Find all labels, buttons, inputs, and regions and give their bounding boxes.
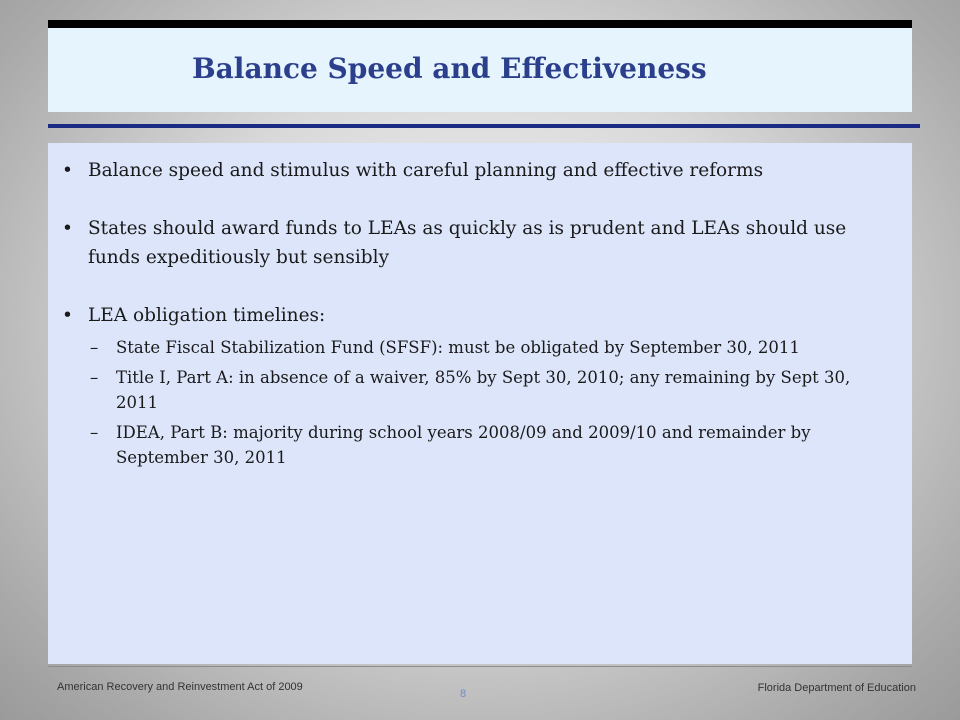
- page-number: 8: [460, 688, 467, 700]
- dash-icon: –: [90, 423, 99, 442]
- title-divider: [48, 124, 920, 128]
- dash-icon: –: [90, 338, 99, 357]
- bullet-text: LEA obligation timelines:: [88, 305, 326, 326]
- bullet-icon: •: [62, 160, 73, 181]
- sub-bullet-text: State Fiscal Stabilization Fund (SFSF): must be obligated by September 30, 2011: [116, 338, 800, 357]
- bullet-item: [62, 156, 896, 185]
- bullet-item: [62, 301, 896, 330]
- bullet-icon: •: [62, 305, 73, 326]
- sub-bullet-item: [62, 365, 896, 415]
- slide-title: Balance Speed and Effectiveness: [192, 52, 707, 85]
- content-panel: [48, 143, 912, 664]
- dash-icon: –: [90, 368, 99, 387]
- footer-divider: [48, 666, 912, 667]
- sub-bullet-text: IDEA, Part B: majority during school years 2008/09 and 2009/10 and remainder by September 30, 2011: [116, 423, 811, 467]
- bullet-icon: •: [62, 218, 73, 239]
- sub-bullet-item: [62, 420, 896, 470]
- bullet-item: [62, 214, 896, 272]
- footer-left-text: American Recovery and Reinvestment Act of 2009: [57, 681, 303, 693]
- footer-right-text: Florida Department of Education: [757, 682, 916, 694]
- bullet-text: Balance speed and stimulus with careful planning and effective reforms: [88, 160, 764, 181]
- sub-bullet-item: [62, 335, 896, 360]
- sub-bullet-text: Title I, Part A: in absence of a waiver, 85% by Sept 30, 2010; any remaining by Sept 30, 2011: [116, 368, 851, 412]
- bullet-text: States should award funds to LEAs as quickly as is prudent and LEAs should use funds expeditiously but sensibly: [88, 218, 847, 268]
